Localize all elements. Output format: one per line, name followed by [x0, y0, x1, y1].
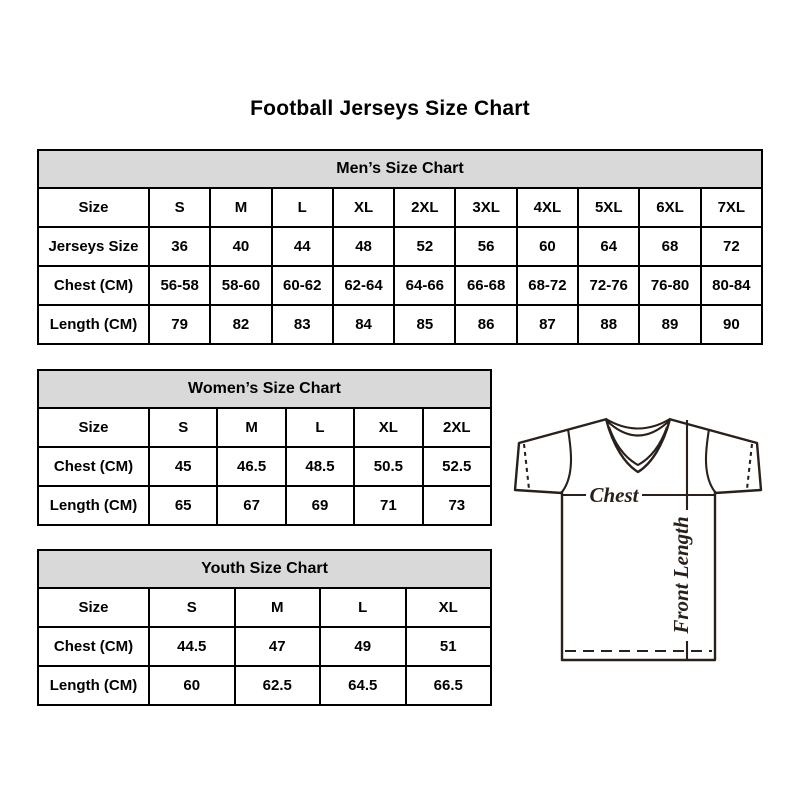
- womens-size-table: [37, 369, 492, 526]
- table-row: [38, 305, 762, 344]
- table-cell: 80-84: [701, 266, 762, 305]
- row-label: Chest (CM): [38, 447, 149, 486]
- row-label: Chest (CM): [38, 266, 149, 305]
- table-cell: 65: [149, 486, 217, 525]
- table-cell: S: [149, 188, 210, 227]
- table-cell: 50.5: [354, 447, 422, 486]
- jersey-right-seam: [706, 429, 715, 492]
- table-cell: 7XL: [701, 188, 762, 227]
- table-cell: 46.5: [217, 447, 285, 486]
- row-label: Size: [38, 588, 149, 627]
- table-cell: 89: [639, 305, 700, 344]
- table-cell: 2XL: [423, 408, 491, 447]
- table-cell: XL: [333, 188, 394, 227]
- table-cell: 60: [517, 227, 578, 266]
- table-cell: 76-80: [639, 266, 700, 305]
- jersey-left-seam: [562, 429, 571, 492]
- table-cell: 58-60: [210, 266, 271, 305]
- table-cell: 64: [578, 227, 639, 266]
- chest-measure-label: Chest: [589, 483, 639, 507]
- youth-size-table: [37, 549, 492, 706]
- table-cell: 69: [286, 486, 354, 525]
- table-cell: 84: [333, 305, 394, 344]
- table-row: [38, 486, 491, 525]
- table-cell: 52.5: [423, 447, 491, 486]
- table-cell: 73: [423, 486, 491, 525]
- table-cell: 2XL: [394, 188, 455, 227]
- table-cell: 79: [149, 305, 210, 344]
- row-label: Size: [38, 188, 149, 227]
- row-label: Length (CM): [38, 305, 149, 344]
- table-header-row: [38, 550, 491, 588]
- table-row: [38, 188, 762, 227]
- table-cell: 5XL: [578, 188, 639, 227]
- table-cell: 85: [394, 305, 455, 344]
- table-cell: 48: [333, 227, 394, 266]
- table-cell: 71: [354, 486, 422, 525]
- table-cell: 66-68: [455, 266, 516, 305]
- front-length-measure-label: Front Length: [669, 516, 693, 634]
- table-cell: 45: [149, 447, 217, 486]
- table-cell: S: [149, 408, 217, 447]
- table-cell: S: [149, 588, 235, 627]
- table-cell: M: [217, 408, 285, 447]
- youth-table-title: Youth Size Chart: [38, 550, 491, 588]
- table-cell: 90: [701, 305, 762, 344]
- table-cell: 82: [210, 305, 271, 344]
- table-cell: 72-76: [578, 266, 639, 305]
- table-cell: 86: [455, 305, 516, 344]
- table-cell: 68: [639, 227, 700, 266]
- table-cell: 88: [578, 305, 639, 344]
- table-cell: 68-72: [517, 266, 578, 305]
- womens-table-title: Women’s Size Chart: [38, 370, 491, 408]
- jersey-measurement-diagram: [505, 403, 775, 673]
- table-cell: 6XL: [639, 188, 700, 227]
- table-cell: XL: [406, 588, 492, 627]
- mens-table-title: Men’s Size Chart: [38, 150, 762, 188]
- table-cell: 60-62: [272, 266, 333, 305]
- table-cell: 87: [517, 305, 578, 344]
- table-cell: 47: [235, 627, 321, 666]
- table-cell: 40: [210, 227, 271, 266]
- table-cell: 66.5: [406, 666, 492, 705]
- row-label: Length (CM): [38, 666, 149, 705]
- table-cell: 49: [320, 627, 406, 666]
- page-title: Football Jerseys Size Chart: [250, 97, 530, 120]
- table-cell: 83: [272, 305, 333, 344]
- table-cell: 72: [701, 227, 762, 266]
- jersey-left-sleeve: [515, 419, 607, 493]
- row-label: Chest (CM): [38, 627, 149, 666]
- table-cell: 64-66: [394, 266, 455, 305]
- row-label: Jerseys Size: [38, 227, 149, 266]
- table-header-row: [38, 370, 491, 408]
- table-row: [38, 588, 491, 627]
- jersey-left-cuff-stitch: [524, 444, 529, 489]
- jersey-collar-inner-v: [609, 427, 667, 465]
- table-cell: 62.5: [235, 666, 321, 705]
- table-row: [38, 447, 491, 486]
- table-cell: M: [235, 588, 321, 627]
- table-cell: L: [286, 408, 354, 447]
- table-cell: 56: [455, 227, 516, 266]
- table-cell: L: [272, 188, 333, 227]
- table-header-row: [38, 150, 762, 188]
- table-cell: 51: [406, 627, 492, 666]
- table-cell: 67: [217, 486, 285, 525]
- table-row: [38, 627, 491, 666]
- table-row: [38, 266, 762, 305]
- mens-size-table: [37, 149, 763, 345]
- table-row: [38, 227, 762, 266]
- table-cell: 44: [272, 227, 333, 266]
- table-cell: L: [320, 588, 406, 627]
- table-cell: 4XL: [517, 188, 578, 227]
- jersey-right-sleeve: [669, 419, 761, 493]
- table-cell: XL: [354, 408, 422, 447]
- table-cell: 48.5: [286, 447, 354, 486]
- table-cell: M: [210, 188, 271, 227]
- table-row: [38, 408, 491, 447]
- table-cell: 52: [394, 227, 455, 266]
- table-cell: 36: [149, 227, 210, 266]
- table-cell: 3XL: [455, 188, 516, 227]
- row-label: Size: [38, 408, 149, 447]
- table-cell: 62-64: [333, 266, 394, 305]
- table-row: [38, 666, 491, 705]
- row-label: Length (CM): [38, 486, 149, 525]
- table-cell: 56-58: [149, 266, 210, 305]
- table-cell: 60: [149, 666, 235, 705]
- jersey-right-cuff-stitch: [747, 444, 752, 489]
- table-cell: 44.5: [149, 627, 235, 666]
- table-cell: 64.5: [320, 666, 406, 705]
